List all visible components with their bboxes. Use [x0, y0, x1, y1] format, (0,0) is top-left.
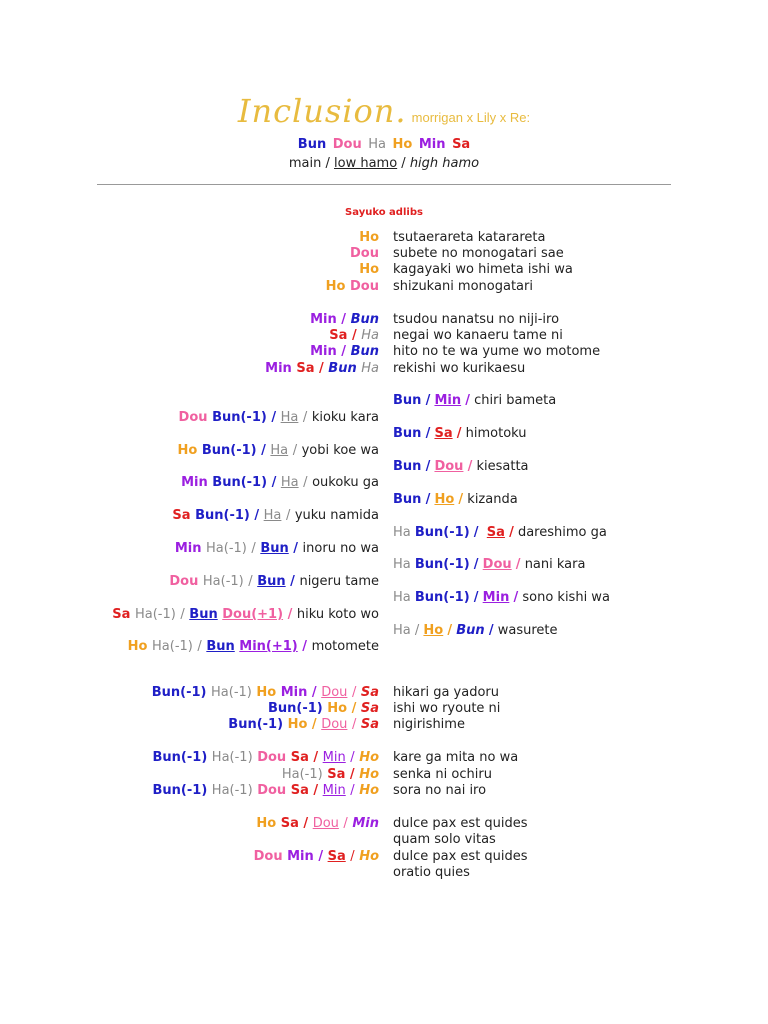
lyric-line: Min Ha(-1) / Bun / inoru no wa: [174, 541, 379, 556]
singer-cell: Ho Sa / Dou / Min: [256, 816, 379, 831]
legend-sa: Sa: [452, 137, 471, 152]
lyric-line: tsudou nanatsu no niji-iro: [393, 312, 560, 327]
singer-cell: Ho: [359, 262, 379, 277]
singer-cell: Bun(-1) Ha(-1) Ho Min / Dou / Sa: [151, 685, 379, 700]
lyric-line: senka ni ochiru: [393, 767, 492, 782]
legend-bun: Bun: [297, 137, 327, 152]
part-high-hamo: high hamo: [409, 156, 480, 171]
singer-cell: Min / Bun: [310, 312, 379, 327]
divider: [97, 184, 671, 185]
lyric-line: hikari ga yadoru: [393, 685, 500, 700]
lyric-line: negai wo kanaeru tame ni: [393, 328, 563, 343]
lyric-line: Bun / Ho / kizanda: [393, 492, 518, 507]
singer-cell: Bun(-1) Ha(-1) Dou Sa / Min / Ho: [152, 783, 379, 798]
lyric-line: Dou Bun(-1) / Ha / kioku kara: [178, 410, 379, 425]
lyric-line: Ha Bun(-1) / Dou / nani kara: [393, 557, 586, 572]
singer-cell: Ho Dou: [325, 279, 379, 294]
singer-cell: Min / Bun: [310, 344, 379, 359]
lyric-line: quam solo vitas: [393, 832, 496, 847]
lyric-line: dulce pax est quides: [393, 849, 528, 864]
lyric-line: Min Bun(-1) / Ha / oukoku ga: [181, 475, 379, 490]
lyric-line: Dou Ha(-1) / Bun / nigeru tame: [169, 574, 379, 589]
part-legend: [0, 156, 768, 171]
lyric-line: subete no monogatari sae: [393, 246, 564, 261]
singer-cell: Dou Min / Sa / Ho: [253, 849, 379, 864]
singer-legend: [0, 137, 768, 152]
singer-cell: Sa / Ha: [329, 328, 379, 343]
lyric-line: Ha Bun(-1) / Min / sono kishi wa: [393, 590, 610, 605]
lyric-line: nigirishime: [393, 717, 465, 732]
lyric-line: dulce pax est quides: [393, 816, 528, 831]
part-low-hamo: low hamo: [334, 156, 398, 171]
legend-ho: Ho: [392, 137, 413, 152]
singer-cell: Bun(-1) Ha(-1) Dou Sa / Min / Ho: [152, 750, 379, 765]
singer-cell: Min Sa / Bun Ha: [265, 361, 379, 376]
lyric-line: Bun / Sa / himotoku: [393, 426, 527, 441]
lyric-line: Ho Bun(-1) / Ha / yobi koe wa: [177, 443, 379, 458]
singer-cell: Ho: [359, 230, 379, 245]
lyric-line: Ha Bun(-1) / Sa / dareshimo ga: [393, 525, 607, 540]
singer-cell: Ha(-1) Sa / Ho: [281, 767, 379, 782]
song-title: [0, 92, 768, 130]
lyric-line: Sa Ha(-1) / Bun Dou(+1) / hiku koto wo: [112, 607, 379, 622]
legend-dou: Dou: [332, 137, 362, 152]
legend-ha: Ha: [368, 137, 386, 152]
lyric-line: sora no nai iro: [393, 783, 487, 798]
legend-min: Min: [418, 137, 446, 152]
lyric-line: rekishi wo kurikaesu: [393, 361, 526, 376]
lyric-line: kare ga mita no wa: [393, 750, 519, 765]
lyric-line: tsutaerareta katarareta: [393, 230, 546, 245]
title-main: Inclusion.: [237, 92, 407, 130]
lyric-line: Sa Bun(-1) / Ha / yuku namida: [172, 508, 379, 523]
part-sep: /: [321, 156, 334, 171]
lyric-line: kagayaki wo himeta ishi wa: [393, 262, 573, 277]
lyric-line: oratio quies: [393, 865, 470, 880]
lyric-line: Bun / Min / chiri bameta: [393, 393, 557, 408]
lyric-line: ishi wo ryoute ni: [393, 701, 501, 716]
title-credits: morrigan x Lily x Re:: [411, 110, 531, 125]
adlib-note: Sayuko adlibs: [345, 207, 423, 218]
lyric-line: Ho Ha(-1) / Bun Min(+1) / motomete: [127, 639, 379, 654]
singer-cell: Bun(-1) Ho / Sa: [267, 701, 379, 716]
lyric-line: Bun / Dou / kiesatta: [393, 459, 529, 474]
singer-cell: Dou: [350, 246, 379, 261]
part-sep: /: [397, 156, 410, 171]
part-main: main: [288, 156, 322, 171]
lyric-line: Ha / Ho / Bun / wasurete: [393, 623, 558, 638]
lyric-line: shizukani monogatari: [393, 279, 533, 294]
lyric-line: hito no te wa yume wo motome: [393, 344, 601, 359]
singer-cell: Bun(-1) Ho / Dou / Sa: [228, 717, 379, 732]
